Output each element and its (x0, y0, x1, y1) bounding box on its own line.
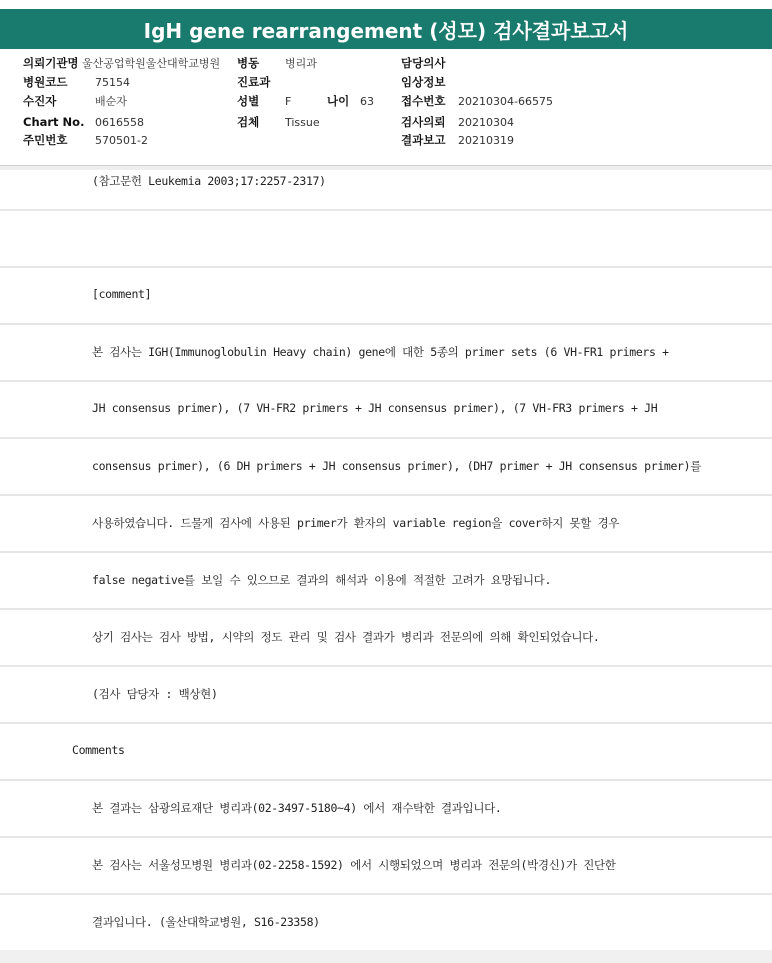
recipient-value: 배순자 (95, 95, 127, 108)
request-date-value: 20210304 (458, 116, 514, 129)
row-text: (검사 담당자 : 백상현) (92, 687, 218, 701)
report-row (0, 324, 772, 382)
sex-label: 성별 (237, 94, 260, 108)
row-text: (참고문헌 Leukemia 2003;17:2257-2317) (92, 174, 326, 188)
report-row (0, 438, 772, 496)
row-text: 사용하였습니다. 드물게 검사에 사용된 primer가 환자의 variable region을 cover하지 못할 경우 (92, 516, 620, 530)
bottom-scroll-area (0, 950, 772, 963)
report-row (0, 267, 772, 325)
request-date-label: 검사의뢰 (401, 115, 446, 129)
hospital-code-label: 병원코드 (23, 75, 68, 89)
specimen-value: Tissue (285, 116, 320, 129)
report-row (0, 552, 772, 610)
age-label: 나이 (327, 94, 350, 108)
report-row (0, 210, 772, 268)
row-text: 본 검사는 서울성모병원 병리과(02-2258-1592) 에서 시행되었으며 병리과 전문의(박경신)가 진단한 (92, 858, 616, 872)
row-text: 결과입니다. (울산대학교병원, S16-23358) (92, 915, 320, 929)
resident-id-label: 주민번호 (23, 133, 68, 147)
report-row (0, 780, 772, 838)
row-text: consensus primer), (6 DH primers + JH consensus primer), (DH7 primer + JH consensus primer)를 (92, 459, 701, 473)
resident-id-value: 570501-2 (95, 134, 148, 147)
doctor-label: 담당의사 (401, 56, 446, 70)
row-text: false negative를 보일 수 있으므로 결과의 해석과 이용에 적절한 고려가 요망됩니다. (92, 573, 552, 587)
institution-value: 울산공업학원울산대학교병원 (82, 57, 221, 70)
report-row (0, 381, 772, 439)
report-date-value: 20210319 (458, 134, 514, 147)
report-row (0, 495, 772, 553)
patient-header (0, 49, 772, 166)
row-text: 본 검사는 IGH(Immunoglobulin Heavy chain) gene에 대한 5종의 primer sets (6 VH-FR1 primers + (92, 345, 669, 359)
header-separator (0, 166, 772, 170)
report-title: IgH gene rearrangement (성모) 검사결과보고서 (0, 9, 772, 49)
chart-no-label: Chart No. (23, 115, 85, 129)
sex-value: F (285, 95, 292, 108)
row-text: 상기 검사는 검사 방법, 시약의 정도 관리 및 검사 결과가 병리과 전문의에 의해 확인되었습니다. (92, 630, 600, 644)
receipt-no-value: 20210304-66575 (458, 95, 553, 108)
row-text: 본 결과는 삼광의료재단 병리과(02-3497-5180~4) 에서 재수탁한 결과입니다. (92, 801, 502, 815)
report-row (0, 666, 772, 724)
report-row (0, 609, 772, 667)
specimen-label: 검체 (237, 115, 260, 129)
receipt-no-label: 접수번호 (401, 94, 446, 108)
institution-label: 의뢰기관명 (23, 56, 79, 70)
report-row (0, 153, 772, 211)
row-text: [comment] (92, 287, 152, 301)
hospital-code-value: 75154 (95, 76, 130, 89)
report-row (0, 837, 772, 895)
recipient-label: 수진자 (23, 94, 57, 108)
report-row (0, 894, 772, 952)
report-row (0, 723, 772, 781)
report-date-label: 결과보고 (401, 133, 446, 147)
ward-label: 병동 (237, 56, 260, 70)
comments-heading: Comments (72, 743, 125, 757)
row-text: JH consensus primer), (7 VH-FR2 primers + JH consensus primer), (7 VH-FR3 primers + JH (92, 401, 658, 415)
dept-label: 진료과 (237, 75, 271, 89)
clinical-info-label: 임상정보 (401, 75, 446, 89)
ward-value: 병리과 (285, 57, 317, 70)
chart-no-value: 0616558 (95, 116, 144, 129)
age-value: 63 (360, 95, 374, 108)
